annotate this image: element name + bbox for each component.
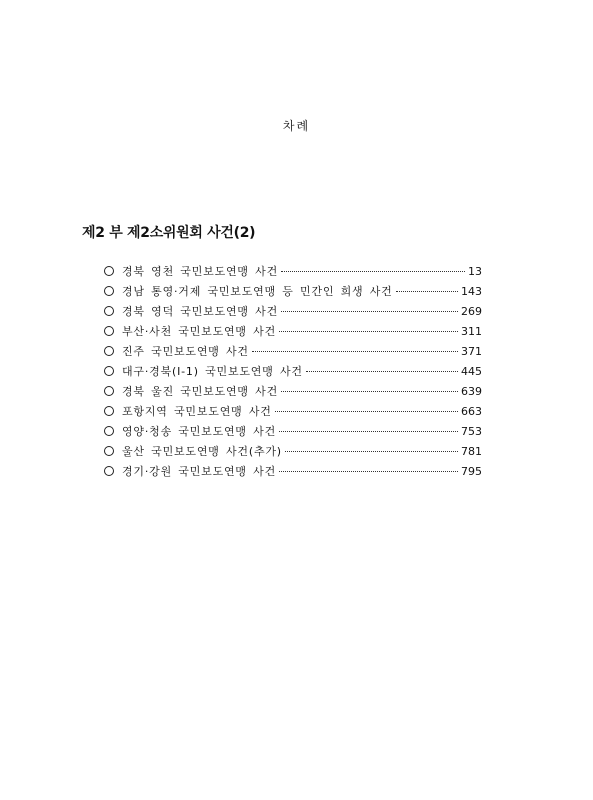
circle-bullet-icon (104, 426, 114, 436)
toc-page-number: 639 (461, 385, 482, 398)
toc-page-number: 781 (461, 445, 482, 458)
toc-page-number: 371 (461, 345, 482, 358)
dot-leader (279, 470, 458, 472)
toc-entry[interactable] (104, 303, 482, 323)
toc-page-number: 311 (461, 325, 482, 338)
page-title: 차례 (282, 119, 311, 133)
dot-leader (281, 390, 458, 392)
circle-bullet-icon (104, 266, 114, 276)
dot-leader (279, 330, 458, 332)
dot-leader (306, 370, 458, 372)
dot-leader (396, 290, 458, 292)
circle-bullet-icon (104, 326, 114, 336)
toc-entry[interactable] (104, 343, 482, 363)
dot-leader (279, 430, 458, 432)
toc-entry-title: 영양·청송 국민보도연맹 사건 (122, 425, 277, 438)
toc-entry-title: 경기·강원 국민보도연맹 사건 (122, 465, 277, 478)
part-heading: 제2 부 제2소위원회 사건(2) (82, 225, 256, 241)
circle-bullet-icon (104, 406, 114, 416)
circle-bullet-icon (104, 446, 114, 456)
dot-leader (285, 450, 458, 452)
toc-entry-title: 대구·경북(Ⅰ-1) 국민보도연맹 사건 (122, 365, 303, 378)
toc-entry[interactable] (104, 323, 482, 343)
dot-leader (281, 310, 458, 312)
toc-entry-title: 포항지역 국민보도연맹 사건 (122, 405, 272, 418)
toc-page-number: 795 (461, 465, 482, 478)
circle-bullet-icon (104, 306, 114, 316)
toc-entry-title: 경북 울진 국민보도연맹 사건 (122, 385, 279, 398)
toc-entry-title: 진주 국민보도연맹 사건 (122, 345, 249, 358)
toc-entry-title: 경남 통영·거제 국민보도연맹 등 민간인 희생 사건 (122, 285, 393, 298)
toc-page-number: 663 (461, 405, 482, 418)
toc-entry[interactable] (104, 383, 482, 403)
circle-bullet-icon (104, 366, 114, 376)
toc-entry[interactable] (104, 423, 482, 443)
dot-leader (281, 270, 465, 272)
dot-leader (275, 410, 458, 412)
toc-entry[interactable] (104, 363, 482, 383)
circle-bullet-icon (104, 386, 114, 396)
toc-page-number: 445 (461, 365, 482, 378)
circle-bullet-icon (104, 286, 114, 296)
table-of-contents (104, 263, 482, 483)
toc-entry[interactable] (104, 263, 482, 283)
toc-page-number: 753 (461, 425, 482, 438)
toc-entry[interactable] (104, 443, 482, 463)
toc-entry-title: 경북 영천 국민보도연맹 사건 (122, 265, 279, 278)
toc-entry-title: 경북 영덕 국민보도연맹 사건 (122, 305, 279, 318)
dot-leader (252, 350, 458, 352)
circle-bullet-icon (104, 466, 114, 476)
toc-page-number: 143 (461, 285, 482, 298)
toc-entry[interactable] (104, 403, 482, 423)
toc-page-number: 269 (461, 305, 482, 318)
toc-page-number: 13 (468, 265, 482, 278)
toc-entry[interactable] (104, 463, 482, 483)
toc-entry-title: 울산 국민보도연맹 사건(추가) (122, 445, 282, 458)
toc-entry[interactable] (104, 283, 482, 303)
circle-bullet-icon (104, 346, 114, 356)
toc-entry-title: 부산·사천 국민보도연맹 사건 (122, 325, 277, 338)
